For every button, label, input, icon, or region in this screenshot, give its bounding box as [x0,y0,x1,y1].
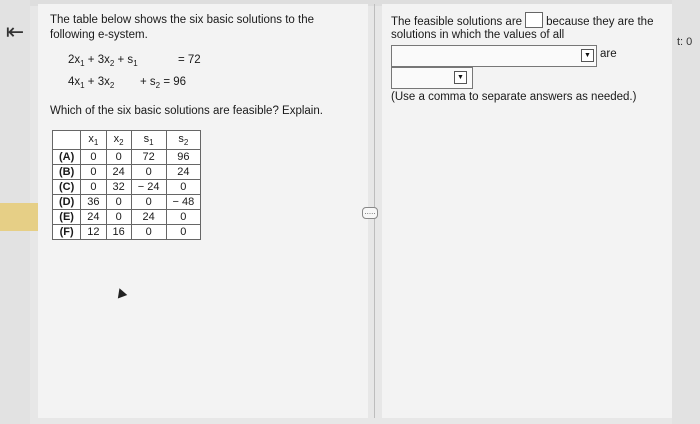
input-hint: (Use a comma to separate answers as needed.) [391,91,637,103]
table-cell: 0 [166,210,201,225]
right-edge [672,0,700,424]
table-cell: 16 [106,225,131,240]
answer-sentence-2: solutions in which the values of all [391,29,565,41]
condition-select[interactable] [391,67,473,89]
table-row [53,165,201,180]
table-cell: 0 [106,150,131,165]
dropdown-arrow-icon[interactable]: ▼ [454,71,467,84]
question-prompt: Which of the six basic solutions are feasible? Explain. [50,105,323,117]
table-cell: 0 [106,195,131,210]
table-cell: 36 [81,195,106,210]
row-label: (D) [53,195,81,210]
back-arrow-icon[interactable]: ⇤ [5,19,25,44]
table-cell: 12 [81,225,106,240]
table-cell: 0 [166,225,201,240]
table-row [53,225,201,240]
row-label: (F) [53,225,81,240]
right-edge-text: t: 0 [677,36,693,48]
table-row [53,150,201,165]
table-row [53,195,201,210]
table-header: $x_1$ [81,131,106,150]
table-cell: 24 [81,210,106,225]
table-cell: 24 [166,165,201,180]
table-header-corner [53,131,81,150]
variables-select[interactable] [391,45,597,67]
table-header: $s_1$ [131,131,166,150]
table-cell: 24 [131,210,166,225]
table-cell: 0 [81,150,106,165]
table-row [53,210,201,225]
table-header: $x_2$ [106,131,131,150]
table-cell: 72 [131,150,166,165]
basic-solutions-table [52,130,201,240]
table-cell: 96 [166,150,201,165]
table-cell: 24 [106,165,131,180]
table-cell: 0 [131,195,166,210]
equation-2: $4x_1 + 3x_2$ + $s_2 = 96$ [68,76,187,90]
table-cell: 0 [81,180,106,195]
table-cell: − 48 [166,195,201,210]
divider-handle[interactable]: ..... [362,207,378,219]
table-cell: 0 [166,180,201,195]
equation-1: $2x_1 + 3x_2 + s_1$ = 72 [68,54,201,68]
left-accent-marker [0,203,38,231]
row-label: (E) [53,210,81,225]
feasible-solutions-input[interactable] [525,12,543,28]
question-intro: The table below shows the six basic solutions to the following e-system. [50,14,315,41]
table-cell: − 24 [131,180,166,195]
table-row [53,180,201,195]
table-cell: 0 [131,225,166,240]
table-header: $s_2$ [166,131,201,150]
table-cell: 0 [81,165,106,180]
dropdown-arrow-icon[interactable]: ▼ [581,49,594,62]
row-label: (B) [53,165,81,180]
table-cell: 0 [131,165,166,180]
table-cell: 0 [106,210,131,225]
row-label: (C) [53,180,81,195]
are-label: are [600,48,617,60]
answer-sentence-1: The feasible solutions are because they are the [391,12,653,28]
table-cell: 32 [106,180,131,195]
row-label: (A) [53,150,81,165]
